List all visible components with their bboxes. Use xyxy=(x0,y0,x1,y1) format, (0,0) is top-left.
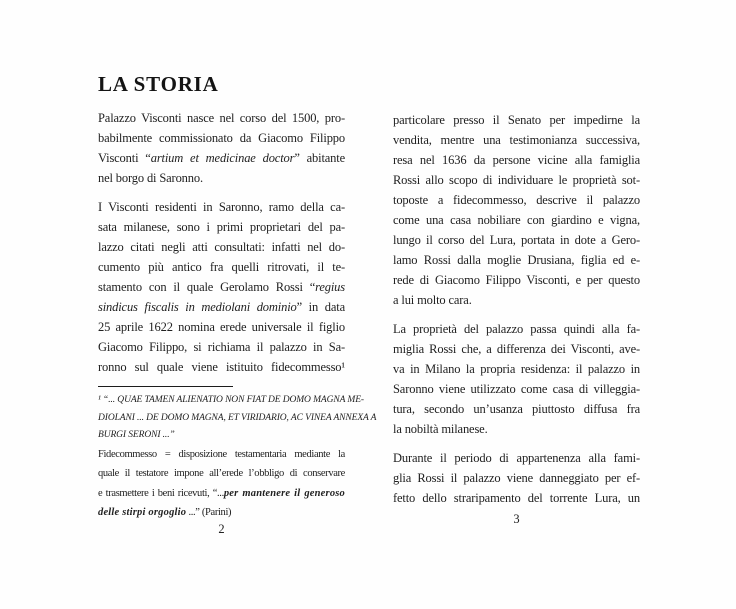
text-line: lamo Rossi dalla moglie Drusiana, figlia ed e- xyxy=(393,253,640,267)
text-line: Fidecommesso = disposizione testamentaria mediante la xyxy=(98,448,345,460)
text-line: ¹ “... QUAE TAMEN ALIENATIO NON FIAT DE DOMO MAGNA ME- xyxy=(98,395,364,405)
text-line: 25 aprile 1622 nomina erede universale il figlio xyxy=(98,320,345,334)
text-line: cumento più antico fra quelli ritrovati, il te- xyxy=(98,260,345,274)
footnote-definition xyxy=(98,445,345,523)
text-line: nel borgo di Saronno. xyxy=(98,171,203,185)
page-left xyxy=(98,72,377,523)
text-line: sindicus fiscalis in mediolani dominio” in data xyxy=(98,300,345,314)
italic-text: artium et medicinae doctor xyxy=(150,151,295,165)
text-line: a lui molto cara. xyxy=(393,293,472,307)
text-line: fetto dello straripamento del torrente Lura, un xyxy=(393,491,640,505)
text-line: particolare presso il Senato per impedirne la xyxy=(393,113,640,127)
paragraph xyxy=(393,110,640,310)
text-line: rede di Giacomo Filippo Visconti, e per questo xyxy=(393,273,640,287)
paragraph xyxy=(98,108,345,188)
text-line: BURGI SERONI ...” xyxy=(98,430,175,440)
script-text: per mantenere il generoso xyxy=(223,487,345,499)
script-text: delle stirpi orgoglio xyxy=(98,507,187,518)
text-line: Durante il periodo di appartenenza alla fami- xyxy=(393,451,640,465)
page-title: LA STORIA xyxy=(98,72,219,96)
text-line: stamento con il quale Gerolamo Rossi “regius xyxy=(98,280,345,294)
text-line: sata milanese, sono i primi proprietari del pa- xyxy=(98,220,345,234)
text-line: babilmente commissionato da Giacomo Filippo xyxy=(98,131,345,145)
text-line: Giacomo Filippo, si richiama il palazzo in Sa- xyxy=(98,340,345,354)
text-line: ronno sul quale viene istituito fidecommesso¹ xyxy=(98,360,345,374)
text-line: quale il testatore impone all’erede l’obbligo di conservare xyxy=(98,468,345,479)
paragraph xyxy=(98,197,345,377)
text-line: glia Rossi il palazzo viene danneggiato per ef- xyxy=(393,471,640,485)
text-line: resa nel 1636 da persone vicine alla famiglia xyxy=(393,153,640,167)
text-line: tura, secondo un’usanza piuttosto diffusa fra xyxy=(393,402,640,416)
footnote-separator xyxy=(98,386,233,387)
text-line: delle stirpi orgoglio ...” (Parini) xyxy=(98,507,232,518)
text-line: toposte a fidecommesso, descrive il palazzo xyxy=(393,193,640,207)
text-line: DIOLANI ... DE DOMO MAGNA, ET VIRIDARIO, AC VINEA ANNEXA A xyxy=(98,412,377,423)
text-line: La proprietà del palazzo passa quindi alla fa- xyxy=(393,322,640,336)
text-line: la nobiltà milanese. xyxy=(393,422,488,436)
text-line: I Visconti residenti in Saronno, ramo della ca- xyxy=(98,200,345,214)
text-line: va in Milano la propria residenza: il palazzo in xyxy=(393,362,640,376)
text-line: Palazzo Visconti nasce nel corso del 1500, pro- xyxy=(98,111,345,125)
page-right xyxy=(393,110,640,517)
text-line: Saronno viene utilizzato come casa di villeggia- xyxy=(393,382,640,396)
text-line: vendita, mentre una testimonianza successiva, xyxy=(393,133,640,147)
page-number-left: 2 xyxy=(218,522,225,536)
text-line: lazzo citati negli atti consultati: infatti nel do- xyxy=(98,240,345,254)
paragraph xyxy=(393,448,640,508)
text-line: Visconti “artium et medicinae doctor” abitante xyxy=(98,151,346,165)
italic-text: sindicus fiscalis in mediolani dominio xyxy=(98,300,297,314)
italic-text: regius xyxy=(315,280,345,294)
text-line: lungo il corso del Lura, portata in dote a Gero- xyxy=(393,233,640,247)
footnote-latin-quote xyxy=(98,392,377,445)
text-line: e trasmettere i beni ricevuti, “...per mantenere il generoso xyxy=(98,487,345,499)
text-line: come una casa nobiliare con giardino e vigna, xyxy=(393,213,640,227)
paragraph xyxy=(393,319,640,439)
text-line: miglia Rossi che, a differenza dei Visconti, ave- xyxy=(393,342,640,356)
text-line: Rossi allo scopo di individuare le proprietà sot- xyxy=(393,173,640,187)
page-number-right: 3 xyxy=(513,512,520,526)
